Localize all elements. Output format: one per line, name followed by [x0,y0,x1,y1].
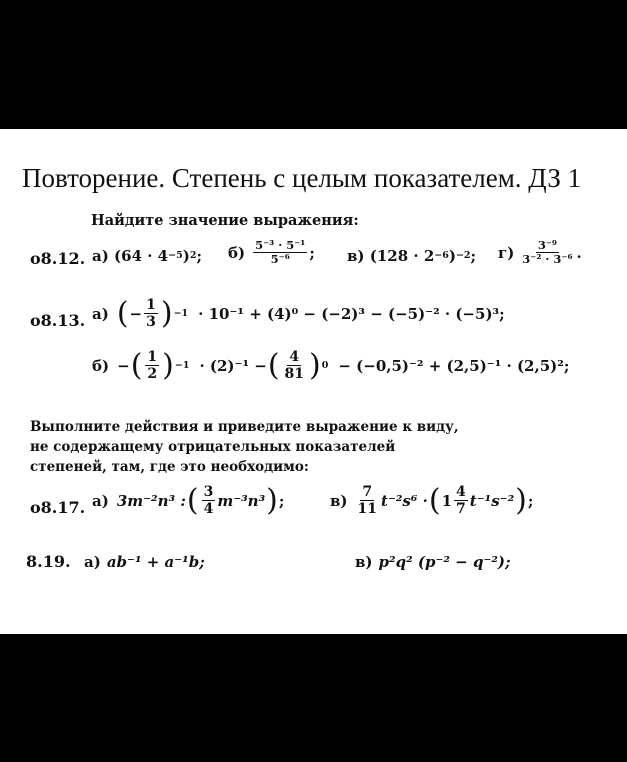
part-a: а) (64 · 4 −5 ) 2 ; [92,247,202,265]
whole-number: 1 [441,491,453,510]
fraction [520,239,574,266]
part-a: а) ( − $\frac{1}{3}$ ) −1 · 10⁻¹ + (4)⁰ − (−2)³ − (−5)⁻² · (−5)³; [92,295,505,331]
semicolon: ; [470,247,477,265]
part-b [228,239,315,266]
left-paren: ( [116,295,129,331]
fraction [253,239,307,266]
semicolon: ; [278,491,285,510]
left-paren: ( [186,482,199,518]
denominator: 4 [203,501,214,518]
numerator: 5⁻³ · 5⁻¹ [255,238,306,252]
fraction [145,349,159,382]
part-d [498,239,582,266]
fraction [283,349,306,382]
page-title: Повторение. Степень с целым показателем. ДЗ 1 [22,163,582,193]
expression: p²q² (p⁻² − q⁻²); [378,553,511,571]
section-2-instructions: Выполните действия и приведите выражение к виду, не содержащему отрицательных показателей степеней, там, где это необходимо: [30,419,459,475]
bracket: ) [448,247,456,265]
part-c [355,553,511,571]
numerator: 1 [146,297,156,313]
part-label: а) [92,491,109,510]
left-paren: ( [267,347,280,383]
problem-number: 8.19. [26,552,71,571]
denominator: 5⁻⁶ [270,252,290,267]
denominator: 7 [456,501,466,518]
part-a-text: а) (64 · 4 [92,247,169,265]
denominator: 2 [147,366,158,383]
minus-sign: − [129,304,143,323]
fraction [144,297,158,330]
left-paren: ( [130,347,143,383]
part-c [330,484,533,517]
problem-number: о8.12. [30,249,86,268]
expression: − (−0,5)⁻² + (2,5)⁻¹ · (2,5)²; [338,356,570,375]
part-label: г) [498,243,515,262]
bracket: ) [182,247,190,265]
expression: · 10⁻¹ + (4)⁰ − (−2)³ − (−5)⁻² · (−5)³; [198,304,505,323]
part-label: б) [92,356,110,375]
part-a [84,553,205,571]
denominator: 11 [357,501,378,518]
right-paren: ) [515,482,527,518]
fraction [454,484,468,517]
period: . [576,243,582,262]
fraction [356,484,379,517]
expression: t⁻²s⁶ · [381,491,428,510]
right-paren: ) [309,347,321,383]
denominator: 81 [284,366,305,383]
expression: · (2)⁻¹ − [199,356,267,375]
right-paren: ) [160,295,173,331]
numerator: 1 [147,349,158,365]
part-label: б) [228,243,246,262]
part-label: а) [92,304,109,323]
worksheet [0,129,627,634]
part-label: в) [330,491,348,510]
problem-number: о8.17. [30,498,86,517]
semicolon: ; [309,243,315,262]
expression: m⁻³n³ [217,491,266,510]
part-b: б) − ( $\frac{1}{2}$ ) −1 · (2)⁻¹ − ( $\frac{4}{81}$ ) 0 − (−0,5)⁻² + (2,5)⁻¹ · (2,5)²; [92,347,570,383]
section-1-heading: Найдите значение выражения: [91,212,359,229]
part-label: в) [355,553,373,571]
part-c-text: в) (128 · 2 [347,247,435,265]
problem-number: о8.13. [30,311,86,330]
numerator: 4 [289,349,300,365]
denominator: 3 [146,314,156,331]
part-c: в) (128 · 2 −6 ) −2 ; [347,247,477,265]
semicolon: ; [527,491,534,510]
numerator: 4 [456,484,466,500]
numerator: 7 [362,484,373,500]
expression: ab⁻¹ + a⁻¹b; [106,553,205,571]
fraction [202,484,216,517]
part-label: а) [84,553,101,571]
expression: 3m⁻²n³ : [116,491,186,510]
right-paren: ) [266,482,278,518]
numerator: 3 [203,484,214,500]
left-paren: ( [428,482,441,518]
minus-sign: − [117,356,130,375]
expression: t⁻¹s⁻² [469,491,515,510]
part-a [92,484,284,517]
denominator: 3⁻² · 3⁻⁶ [522,252,573,267]
semicolon: ; [196,247,202,265]
numerator: 3⁻⁹ [537,238,557,252]
right-paren: ) [162,347,174,383]
